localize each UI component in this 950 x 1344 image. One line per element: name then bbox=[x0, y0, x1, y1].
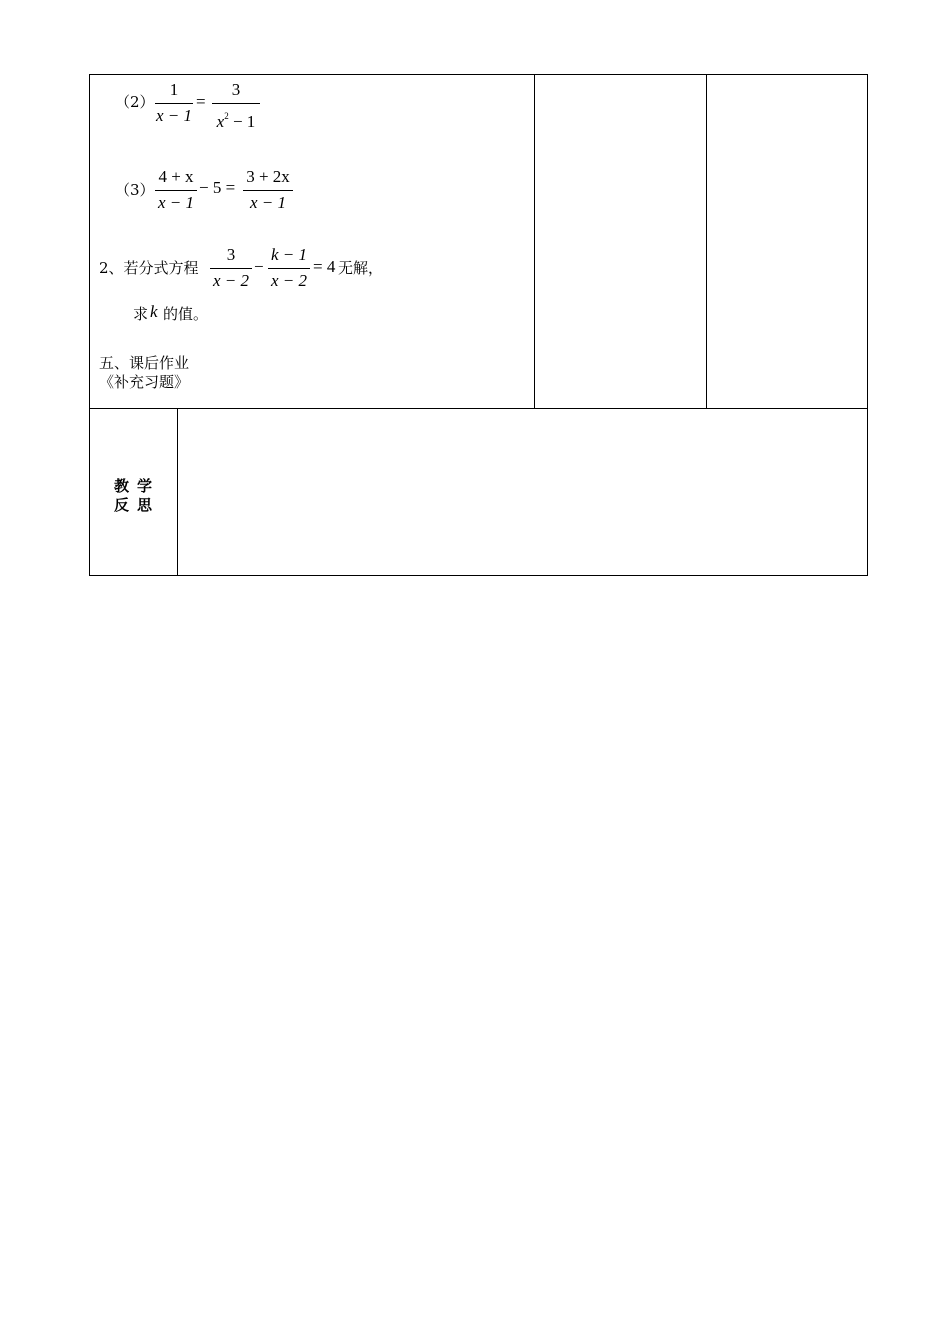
question-2-ask-prefix: 求 bbox=[133, 305, 149, 323]
equation-3-lhs-fraction bbox=[155, 167, 197, 215]
equation-2-equals: = bbox=[196, 92, 206, 111]
fraction-bar bbox=[212, 103, 260, 104]
fraction-bar bbox=[155, 190, 197, 191]
denominator-base: x bbox=[216, 112, 225, 131]
column-divider-2 bbox=[706, 74, 707, 409]
table-bottom-border bbox=[89, 575, 868, 576]
fraction-denominator: x − 2 bbox=[212, 271, 250, 290]
fraction-denominator: x − 1 bbox=[249, 193, 287, 212]
equation-2-label: （2） bbox=[115, 93, 155, 111]
equation-2-lhs-fraction bbox=[155, 80, 193, 128]
fraction-numerator: 3 + 2x bbox=[246, 167, 290, 186]
question-2-ask-variable bbox=[150, 303, 158, 321]
question-2-fraction-1 bbox=[210, 245, 252, 293]
question-2-minus: − bbox=[254, 257, 264, 276]
reflection-content-area[interactable] bbox=[178, 409, 867, 575]
fraction-numerator: 1 bbox=[169, 80, 179, 99]
denominator-exponent: 2 bbox=[224, 111, 229, 121]
fraction-bar bbox=[243, 190, 293, 191]
equation-3-middle: − 5 = bbox=[199, 178, 236, 197]
fraction-denominator-text: x − 1 bbox=[155, 106, 193, 125]
section-homework-title: 五、课后作业 bbox=[99, 354, 190, 372]
fraction-numerator: 3 bbox=[231, 80, 241, 99]
equation-3-label: （3） bbox=[115, 181, 155, 199]
column-divider-1 bbox=[534, 74, 535, 409]
fraction-denominator: x − 2 bbox=[270, 271, 308, 290]
variable-k: k bbox=[150, 302, 158, 321]
fraction-numerator: 4 + x bbox=[158, 167, 194, 186]
fraction-denominator bbox=[212, 106, 260, 132]
fraction-bar bbox=[268, 268, 310, 269]
section-homework-item: 《补充习题》 bbox=[99, 373, 190, 391]
fraction-numerator: 3 bbox=[226, 245, 236, 264]
question-2-prefix: 2、若分式方程 bbox=[99, 259, 199, 277]
denominator-rest: − 1 bbox=[228, 112, 256, 131]
table-top-border bbox=[89, 74, 868, 75]
question-2-ask-suffix: 的值。 bbox=[163, 305, 209, 323]
fraction-denominator bbox=[155, 106, 193, 126]
fraction-numerator: k − 1 bbox=[270, 245, 308, 264]
equation-2-rhs-fraction bbox=[212, 80, 260, 131]
question-2-suffix: 无解， bbox=[338, 259, 384, 277]
table-left-border bbox=[89, 74, 90, 576]
fraction-denominator: x − 1 bbox=[157, 193, 195, 212]
fraction-bar bbox=[155, 103, 193, 104]
equation-3-rhs-fraction bbox=[243, 167, 293, 215]
question-2-fraction-2 bbox=[268, 245, 310, 293]
fraction-bar bbox=[210, 268, 252, 269]
question-2-equals-four: = 4 bbox=[313, 257, 336, 276]
reflection-label-line-1: 教学 bbox=[114, 477, 161, 495]
table-right-border bbox=[867, 74, 868, 576]
reflection-label-line-2: 反思 bbox=[114, 496, 161, 514]
